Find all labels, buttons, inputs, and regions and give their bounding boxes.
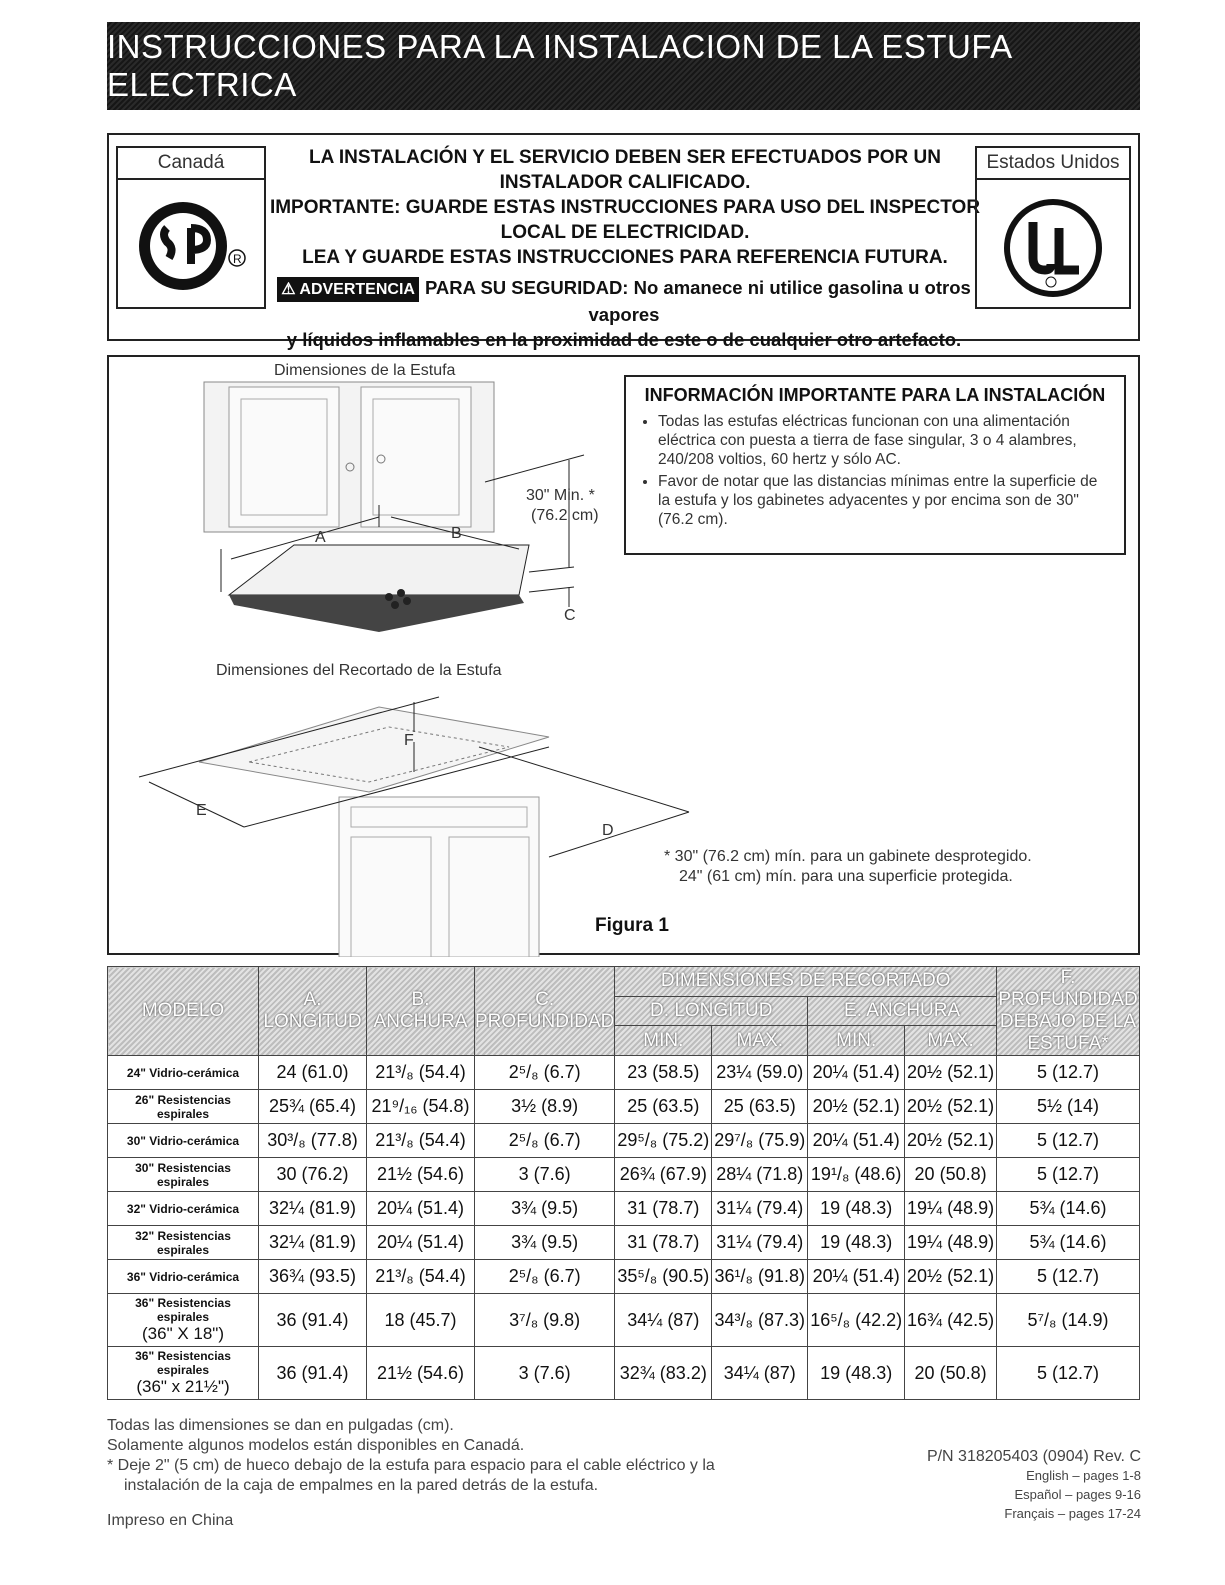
notice-line-1: LA INSTALACIÓN Y EL SERVICIO DEBEN SER EFECTUADOS POR UN xyxy=(308,147,941,168)
printed-in: Impreso en China xyxy=(107,1512,234,1529)
model-cell: 36" Resistencias espirales (36" x 21½") xyxy=(108,1347,259,1400)
table-row xyxy=(108,1294,1140,1347)
note-canada: Solamente algunos modelos están disponibles en Canadá. xyxy=(107,1437,525,1454)
cutout-dimensions-label: Dimensiones del Recortado de la Estufa xyxy=(216,662,502,679)
value-cell: 25 (63.5) xyxy=(712,1090,808,1124)
value-cell: 5 (12.7) xyxy=(997,1347,1140,1400)
value-cell: 2⁵/₈ (6.7) xyxy=(475,1124,615,1158)
value-cell: 20¼ (51.4) xyxy=(808,1056,905,1090)
warning-line-1: PARA SU SEGURIDAD: No amanece ni utilice gasolina u otros vapores xyxy=(424,277,971,325)
value-cell: 32¼ (81.9) xyxy=(259,1226,367,1260)
important-info-box xyxy=(624,375,1126,555)
value-cell: 20½ (52.1) xyxy=(905,1260,997,1294)
value-cell: 31 (78.7) xyxy=(615,1226,712,1260)
value-cell: 3 (7.6) xyxy=(475,1347,615,1400)
header-box xyxy=(107,133,1140,350)
value-cell: 19¼ (48.9) xyxy=(905,1192,997,1226)
info-bullet-1: • Todas las estufas eléctricas funcionan con una alimentación eléctrica con puesta a tierra de fase singular, 3 o 4 alambres, 240/208 voltios, 60 hertz y sólo AC. xyxy=(658,412,1110,469)
col-e-max: MAX. xyxy=(905,1026,997,1056)
value-cell: 19 (48.3) xyxy=(808,1347,905,1400)
ul-cert-box xyxy=(975,146,1131,309)
col-d: D. LONGITUD xyxy=(615,996,808,1026)
model-cell: 24" Vidrio-cerámica xyxy=(108,1056,259,1090)
value-cell: 5 (12.7) xyxy=(997,1158,1140,1192)
value-cell: 21½ (54.6) xyxy=(367,1158,475,1192)
model-cell: 26" Resistencias espirales xyxy=(108,1090,259,1124)
table-row xyxy=(108,1347,1140,1400)
footnote-line-1: * 30" (76.2 cm) mín. para un gabinete desprotegido. xyxy=(664,848,1032,865)
model-cell: 36" Vidrio-cerámica xyxy=(108,1260,259,1294)
dimension-a: A xyxy=(315,529,326,546)
header-notice xyxy=(264,145,986,270)
value-cell: 5¾ (14.6) xyxy=(997,1192,1140,1226)
info-title: INFORMACIÓN IMPORTANTE PARA LA INSTALACIÓN xyxy=(644,385,1106,405)
value-cell: 20¼ (51.4) xyxy=(808,1260,905,1294)
value-cell: 3 (7.6) xyxy=(475,1158,615,1192)
table-row xyxy=(108,1158,1140,1192)
part-number-block xyxy=(927,1447,1141,1523)
value-cell: 2⁵/₈ (6.7) xyxy=(475,1056,615,1090)
value-cell: 34¼ (87) xyxy=(615,1294,712,1347)
value-cell: 23 (58.5) xyxy=(615,1056,712,1090)
value-cell: 20¼ (51.4) xyxy=(367,1226,475,1260)
value-cell: 34¼ (87) xyxy=(712,1347,808,1400)
dimension-f: F xyxy=(404,732,414,749)
col-e-min: MIN. xyxy=(808,1026,905,1056)
model-cell: 36" Resistencias espirales (36" X 18") xyxy=(108,1294,259,1347)
value-cell: 24 (61.0) xyxy=(259,1056,367,1090)
bottom-notes xyxy=(107,1416,715,1496)
value-cell: 30 (76.2) xyxy=(259,1158,367,1192)
value-cell: 3⁷/₈ (9.8) xyxy=(475,1294,615,1347)
part-number: P/N 318205403 (0904) Rev. C xyxy=(926,1448,1141,1465)
table-row xyxy=(108,1056,1140,1090)
value-cell: 29⁵/₈ (75.2) xyxy=(615,1124,712,1158)
value-cell: 36¾ (93.5) xyxy=(259,1260,367,1294)
info-bullet-2: • Favor de notar que las distancias mínimas entre la superficie de la estufa y los gabinetes adyacentes y por encima son de 30" (76.2 cm). xyxy=(658,472,1110,529)
value-cell: 2⁵/₈ (6.7) xyxy=(475,1260,615,1294)
value-cell: 30³/₈ (77.8) xyxy=(259,1124,367,1158)
value-cell: 5 (12.7) xyxy=(997,1260,1140,1294)
value-cell: 20½ (52.1) xyxy=(905,1090,997,1124)
warning-badge: ⚠ ADVERTENCIA xyxy=(277,277,419,302)
figure-box xyxy=(107,355,1140,955)
value-cell: 16¾ (42.5) xyxy=(905,1294,997,1347)
min-height-label-1: 30" Min. * xyxy=(526,487,595,504)
lang-english: English – pages 1-8 xyxy=(1026,1468,1141,1483)
value-cell: 19 (48.3) xyxy=(808,1226,905,1260)
model-cell: 30" Resistencias espirales xyxy=(108,1158,259,1192)
note-clearance-2: instalación de la caja de empalmes en la pared detrás de la estufa. xyxy=(124,1477,599,1494)
value-cell: 28¼ (71.8) xyxy=(712,1158,808,1192)
usa-label: Estados Unidos xyxy=(977,148,1129,180)
table-row xyxy=(108,1124,1140,1158)
value-cell: 34³/₈ (87.3) xyxy=(712,1294,808,1347)
col-modelo: MODELO xyxy=(108,967,259,1056)
value-cell: 20½ (52.1) xyxy=(808,1090,905,1124)
value-cell: 21⁹/₁₆ (54.8) xyxy=(367,1090,475,1124)
svg-text:R: R xyxy=(233,252,242,266)
value-cell: 31 (78.7) xyxy=(615,1192,712,1226)
value-cell: 5⁷/₈ (14.9) xyxy=(997,1294,1140,1347)
clearance-footnote xyxy=(664,847,1032,887)
value-cell: 32¼ (81.9) xyxy=(259,1192,367,1226)
model-cell: 30" Vidrio-cerámica xyxy=(108,1124,259,1158)
table-row xyxy=(108,1260,1140,1294)
range-dimensions-label: Dimensiones de la Estufa xyxy=(274,362,456,379)
dimension-e: E xyxy=(196,802,207,819)
csa-logo-icon xyxy=(131,188,251,303)
value-cell: 16⁵/₈ (42.2) xyxy=(808,1294,905,1347)
value-cell: 29⁷/₈ (75.9) xyxy=(712,1124,808,1158)
dimensions-table xyxy=(107,966,1140,1400)
value-cell: 25¾ (65.4) xyxy=(259,1090,367,1124)
col-c: C. PROFUNDIDAD xyxy=(475,967,615,1056)
value-cell: 18 (45.7) xyxy=(367,1294,475,1347)
value-cell: 3½ (8.9) xyxy=(475,1090,615,1124)
warning-block xyxy=(261,275,987,352)
value-cell: 3¾ (9.5) xyxy=(475,1226,615,1260)
table-body xyxy=(108,1056,1140,1400)
page-title: INSTRUCCIONES PARA LA INSTALACION DE LA ESTUFA ELECTRICA xyxy=(107,28,1011,103)
table-row xyxy=(108,1090,1140,1124)
value-cell: 5 (12.7) xyxy=(997,1124,1140,1158)
value-cell: 36 (91.4) xyxy=(259,1294,367,1347)
value-cell: 20¼ (51.4) xyxy=(367,1192,475,1226)
table-row xyxy=(108,1192,1140,1226)
title-bar xyxy=(107,22,1140,110)
dimension-d: D xyxy=(602,822,614,839)
value-cell: 31¼ (79.4) xyxy=(712,1192,808,1226)
note-clearance-1: * Deje 2" (5 cm) de hueco debajo de la estufa para espacio para el cable eléctrico y la xyxy=(107,1457,715,1474)
value-cell: 31¼ (79.4) xyxy=(712,1226,808,1260)
dimension-c: C xyxy=(564,607,576,624)
lang-french: Français – pages 17-24 xyxy=(1004,1506,1141,1521)
col-f: F. PROFUNDIDAD DEBAJO DE LA ESTUFA* xyxy=(998,967,1138,1054)
value-cell: 20 (50.8) xyxy=(905,1347,997,1400)
notice-line-5: LEA Y GUARDE ESTAS INSTRUCCIONES PARA REFERENCIA FUTURA. xyxy=(302,247,948,268)
col-d-max: MAX. xyxy=(712,1026,808,1056)
value-cell: 21³/₈ (54.4) xyxy=(367,1260,475,1294)
warning-line-2: y líquidos inflamables en la proximidad de este o de cualquier otro artefacto. xyxy=(286,329,962,350)
value-cell: 21½ (54.6) xyxy=(367,1347,475,1400)
value-cell: 20½ (52.1) xyxy=(905,1056,997,1090)
figure-caption: Figura 1 xyxy=(595,915,669,936)
value-cell: 21³/₈ (54.4) xyxy=(367,1056,475,1090)
value-cell: 20¼ (51.4) xyxy=(808,1124,905,1158)
col-e: E. ANCHURA xyxy=(808,996,997,1026)
notice-line-3: IMPORTANTE: GUARDE ESTAS INSTRUCCIONES PARA USO DEL INSPECTOR xyxy=(269,197,981,218)
value-cell: 3¾ (9.5) xyxy=(475,1192,615,1226)
value-cell: 25 (63.5) xyxy=(615,1090,712,1124)
canada-label: Canadá xyxy=(118,148,264,180)
min-height-label-2: (76.2 cm) xyxy=(531,507,599,524)
note-units: Todas las dimensiones se dan en pulgadas (cm). xyxy=(107,1417,454,1434)
value-cell: 35⁵/₈ (90.5) xyxy=(615,1260,712,1294)
value-cell: 20½ (52.1) xyxy=(905,1124,997,1158)
value-cell: 23¼ (59.0) xyxy=(712,1056,808,1090)
notice-line-2: INSTALADOR CALIFICADO. xyxy=(499,172,751,193)
value-cell: 21³/₈ (54.4) xyxy=(367,1124,475,1158)
footnote-line-2: 24" (61 cm) mín. para una superficie protegida. xyxy=(679,868,1013,885)
value-cell: 19 (48.3) xyxy=(808,1192,905,1226)
ul-logo-icon xyxy=(993,188,1113,303)
lang-spanish: Español – pages 9-16 xyxy=(1014,1487,1141,1502)
col-b: B. ANCHURA xyxy=(367,967,475,1056)
value-cell: 5½ (14) xyxy=(997,1090,1140,1124)
value-cell: 19¹/₈ (48.6) xyxy=(808,1158,905,1192)
csa-cert-box xyxy=(116,146,266,309)
value-cell: 36 (91.4) xyxy=(259,1347,367,1400)
value-cell: 5¾ (14.6) xyxy=(997,1226,1140,1260)
col-d-min: MIN. xyxy=(615,1026,712,1056)
value-cell: 5 (12.7) xyxy=(997,1056,1140,1090)
value-cell: 36¹/₈ (91.8) xyxy=(712,1260,808,1294)
col-cutout-group: DIMENSIONES DE RECORTADO xyxy=(615,967,997,997)
model-cell: 32" Vidrio-cerámica xyxy=(108,1192,259,1226)
table-row xyxy=(108,1226,1140,1260)
value-cell: 26¾ (67.9) xyxy=(615,1158,712,1192)
notice-line-4: LOCAL DE ELECTRICIDAD. xyxy=(500,222,750,243)
model-cell: 32" Resistencias espirales xyxy=(108,1226,259,1260)
value-cell: 20 (50.8) xyxy=(905,1158,997,1192)
dimension-b: B xyxy=(451,525,462,542)
value-cell: 19¼ (48.9) xyxy=(905,1226,997,1260)
value-cell: 32¾ (83.2) xyxy=(615,1347,712,1400)
col-a: A. LONGITUD xyxy=(259,967,367,1056)
